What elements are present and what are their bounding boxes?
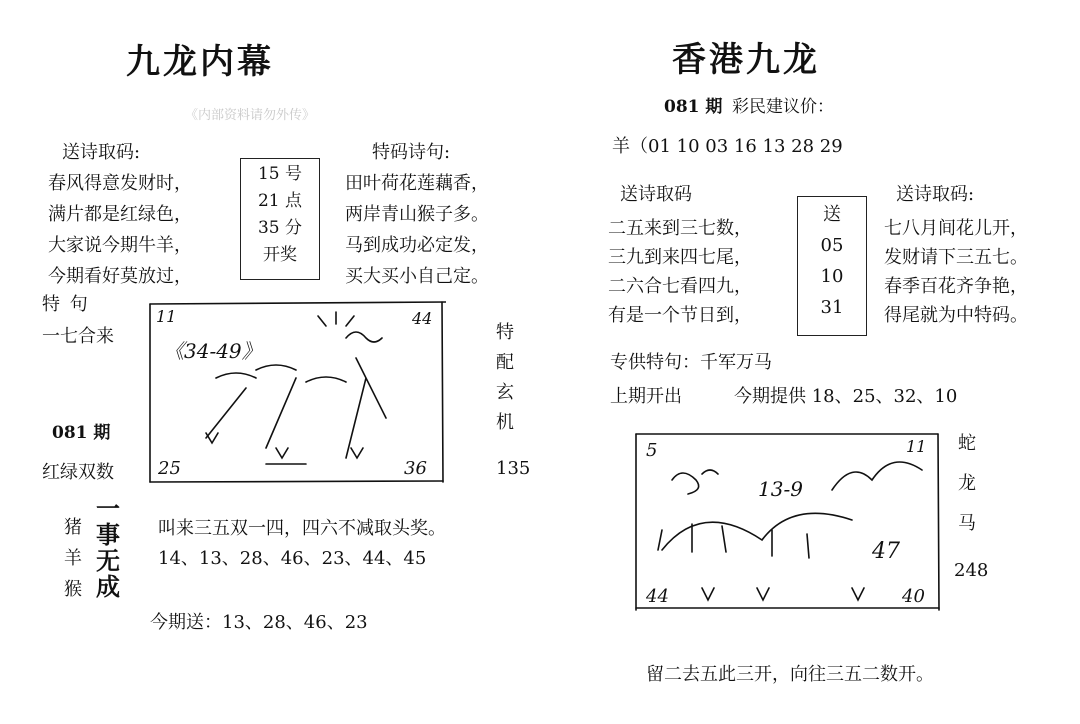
left-subtitle: 《内部资料请勿外传》	[185, 108, 316, 123]
poem-line: 春季百花齐争艳，	[884, 276, 1028, 297]
right-sketch	[632, 430, 944, 612]
poem-line: 今期看好莫放过，	[48, 266, 192, 287]
left-poem-right	[345, 168, 489, 292]
poem-line: 田叶荷花莲藕香，	[345, 173, 489, 194]
animal: 猴	[64, 579, 82, 600]
left-verse-line: 叫来三五双一四，四六不减取头奖。	[158, 518, 446, 539]
animals-column	[64, 512, 82, 605]
yishi-char: 成	[96, 572, 120, 601]
poem-line: 两岸青山猴子多。	[345, 204, 489, 225]
yishi-char: 事	[96, 520, 120, 549]
left-poem-heading: 送诗取码:	[62, 142, 141, 163]
sketch-label-mid: 47	[872, 539, 900, 564]
right-poem-heading-right: 送诗取码:	[896, 184, 975, 205]
left-number-line: 14、13、28、46、23、44、45	[158, 548, 427, 569]
send-number: 31	[820, 297, 844, 318]
send-number: 05	[820, 235, 844, 256]
send-label: 送	[823, 204, 841, 225]
sketch-bottom-edge	[150, 481, 443, 482]
poem-line: 有是一个节日到，	[608, 305, 752, 326]
pei-char: 特	[496, 322, 514, 343]
right-poem-right	[884, 214, 1028, 330]
poem-line: 春风得意发财时，	[48, 173, 192, 194]
right-price: 彩民建议价：	[732, 97, 834, 117]
sketch-sun	[672, 470, 718, 494]
poem-line: 二六合七看四九，	[608, 276, 752, 297]
poem-line: 得尾就为中特码。	[884, 305, 1028, 326]
yishi-char: 一	[96, 494, 120, 523]
sketch-label-tl: 11	[156, 307, 177, 326]
sketch-right-edge	[938, 434, 939, 610]
poem-line: 发财请下三五七。	[884, 247, 1028, 268]
last-issue-label: 上期开出	[610, 386, 682, 407]
draw-time-box	[240, 158, 320, 280]
sketch-cloud	[346, 332, 382, 342]
side-animal: 龙	[958, 473, 976, 494]
draw-label: 开奖	[263, 245, 297, 265]
yishi-wucheng	[96, 496, 120, 600]
left-title: 九龙内幕	[126, 42, 274, 82]
animal: 猪	[64, 517, 82, 538]
sketch-arches	[662, 513, 852, 550]
right-poem-heading-left: 送诗取码	[620, 184, 692, 205]
sketch-label-tr: 44	[412, 309, 433, 328]
sketch-arrows	[206, 433, 363, 458]
sketch-label-center: 13-9	[758, 477, 803, 501]
sketch-label-bl: 25	[158, 458, 181, 479]
yishi-char: 无	[96, 546, 120, 575]
pei-number: 135	[496, 458, 531, 479]
pei-char: 配	[496, 352, 514, 373]
poem-line: 三九到来四七尾，	[608, 247, 752, 268]
sketch-label-br: 40	[902, 586, 925, 607]
sketch-label-tl: 5	[646, 440, 658, 461]
side-animal: 马	[958, 513, 976, 534]
side-animal: 蛇	[958, 433, 976, 454]
sketch-rays	[318, 312, 354, 326]
right-poem-left	[608, 214, 752, 330]
poem-line: 满片都是红绿色，	[48, 204, 192, 225]
left-sketch	[146, 298, 446, 484]
yi-qi-label: 一七合来	[42, 326, 114, 347]
sketch-right-edge	[442, 302, 443, 482]
te-ju-label: 特 句	[42, 294, 90, 315]
poem-line: 七八月间花儿开，	[884, 218, 1028, 239]
poem-line: 马到成功必定发，	[345, 235, 489, 256]
send-number-box	[797, 196, 867, 336]
sketch-label-bl: 44	[646, 586, 669, 607]
send-number: 10	[820, 266, 844, 287]
pei-char: 玄	[496, 382, 514, 403]
left-poem-left	[48, 168, 192, 292]
left-send-line: 今期送：13、28、46、23	[150, 612, 368, 633]
draw-date: 15 号	[257, 164, 303, 184]
draw-hour: 21 点	[257, 191, 303, 211]
sketch-arrows	[702, 588, 864, 600]
hong-lv-label: 红绿双数	[42, 462, 114, 483]
pei-char: 机	[496, 412, 514, 433]
side-number: 248	[954, 560, 989, 581]
sketch-label-center: 《34-49》	[164, 339, 262, 363]
animal: 羊	[64, 548, 82, 569]
sketch-hills	[832, 462, 922, 490]
right-title: 香港九龙	[672, 40, 820, 80]
sketch-waves	[216, 365, 346, 382]
sketch-label-br: 36	[404, 458, 427, 479]
poem-line: 大家说今期牛羊，	[48, 235, 192, 256]
sketch-label-tr: 11	[906, 437, 927, 456]
yang-number-line: 羊（01 10 03 16 13 28 29	[612, 136, 843, 157]
special-phrase: 专供特句：千军万马	[610, 352, 772, 373]
sketch-stems	[658, 524, 809, 558]
draw-minute: 35 分	[257, 218, 303, 238]
side-animals	[958, 424, 976, 544]
poem-line: 买大买小自己定。	[345, 266, 489, 287]
pei-chars	[496, 318, 514, 438]
right-issue: 081 期	[664, 97, 723, 117]
left-issue: 081 期	[52, 423, 111, 443]
poem-line: 二五来到三七数，	[608, 218, 752, 239]
left-special-poem-heading: 特码诗句:	[372, 142, 451, 163]
right-footer: 留二去五此三开，向往三五二数开。	[646, 664, 934, 685]
sketch-top-edge	[150, 302, 446, 304]
provide-numbers: 今期提供 18、25、32、10	[734, 386, 958, 407]
